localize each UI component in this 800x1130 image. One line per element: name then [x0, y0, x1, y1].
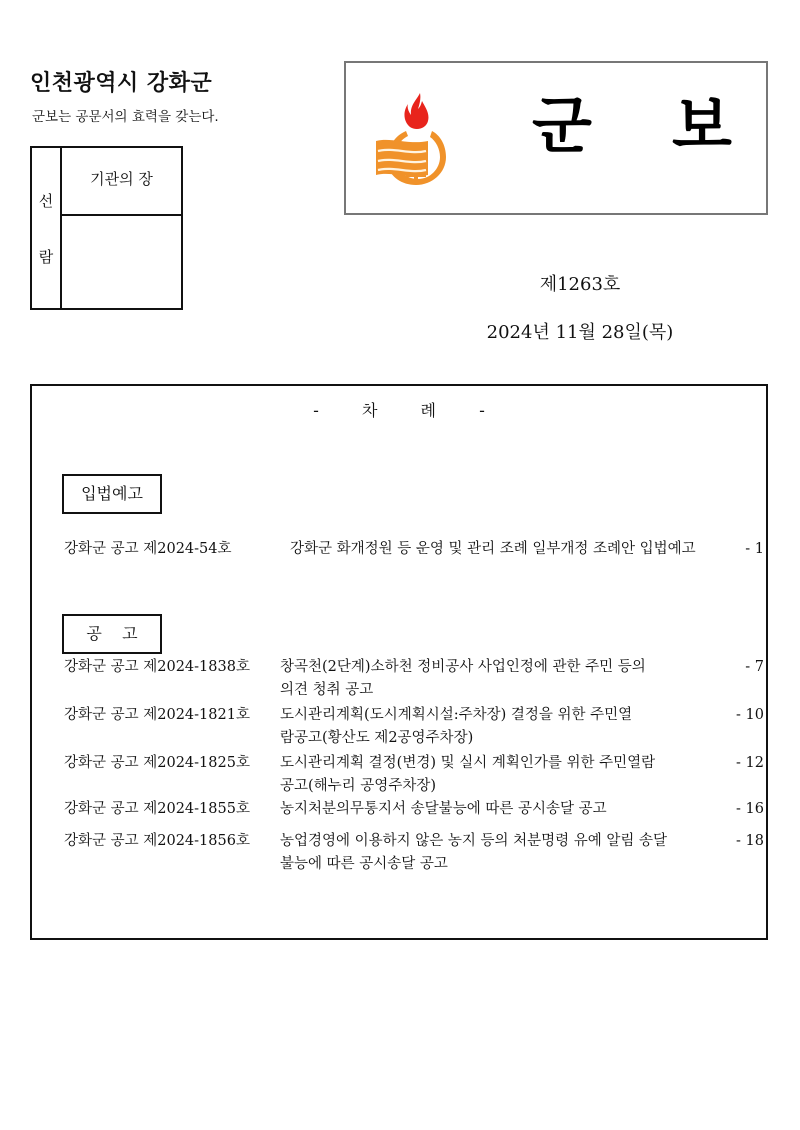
government-name: 인천광역시 강화군: [30, 71, 213, 96]
table-of-contents: [30, 384, 768, 940]
gazette-title-char-1: 군: [532, 89, 592, 162]
entry-title: 도시관리계획(도시계획시설:주차장) 결정을 위한 주민열 람공고(황산도 제2공영주차장): [280, 707, 633, 746]
issue-number: 제1263호: [539, 274, 621, 295]
gazette-title-box: [344, 61, 768, 215]
entry-source: 강화군 공고 제2024-1856호: [64, 833, 250, 849]
entry-page: - 18: [736, 833, 764, 849]
entry-source: 강화군 공고 제2024-1838호: [64, 659, 250, 675]
review-head-label: 기관의 장: [62, 148, 181, 216]
entry-page: - 7: [745, 659, 764, 675]
entry-title: 창곡천(2단계)소하천 정비공사 사업인정에 관한 주민 등의 의견 청취 공고: [280, 659, 646, 698]
issue-date: 2024년 11월 28일(목): [486, 322, 674, 343]
review-side-column: [32, 148, 62, 308]
entry-title: 강화군 화개정원 등 운영 및 관리 조례 일부개정 조례안 입법예고: [290, 541, 696, 557]
entry-source: 강화군 공고 제2024-1825호: [64, 755, 250, 771]
gazette-title-char-2: 보: [672, 89, 732, 162]
section-label-legislative-notice: 입법예고: [62, 474, 162, 514]
entry-title: 농지처분의무통지서 송달불능에 따른 공시송달 공고: [280, 801, 607, 817]
entry-source: 강화군 공고 제2024-1855호: [64, 801, 250, 817]
ganghwa-emblem-icon: [370, 89, 466, 189]
review-side-label-top: 선: [38, 192, 54, 210]
review-signature-cell: [62, 218, 181, 308]
gazette-subtitle: 군보는 공문서의 효력을 갖는다.: [32, 109, 219, 125]
review-side-label-bottom: 람: [38, 248, 54, 266]
entry-title: 농업경영에 이용하지 않은 농지 등의 처분명령 유예 알림 송달 불능에 따른 공시송달 공고: [280, 833, 668, 872]
entry-page: - 10: [736, 707, 764, 723]
entry-page: - 1: [745, 541, 764, 557]
entry-source: 강화군 공고 제2024-1821호: [64, 707, 250, 723]
entry-page: - 16: [736, 801, 764, 817]
toc-title: - 차 례 -: [313, 401, 485, 420]
entry-title: 도시관리계획 결정(변경) 및 실시 계획인가를 위한 주민열람 공고(해누리 공영주차장): [280, 755, 656, 794]
review-table: [30, 146, 183, 310]
section-label-notice: 공 고: [62, 614, 162, 654]
entry-source: 강화군 공고 제2024-54호: [64, 541, 232, 557]
entry-page: - 12: [736, 755, 764, 771]
